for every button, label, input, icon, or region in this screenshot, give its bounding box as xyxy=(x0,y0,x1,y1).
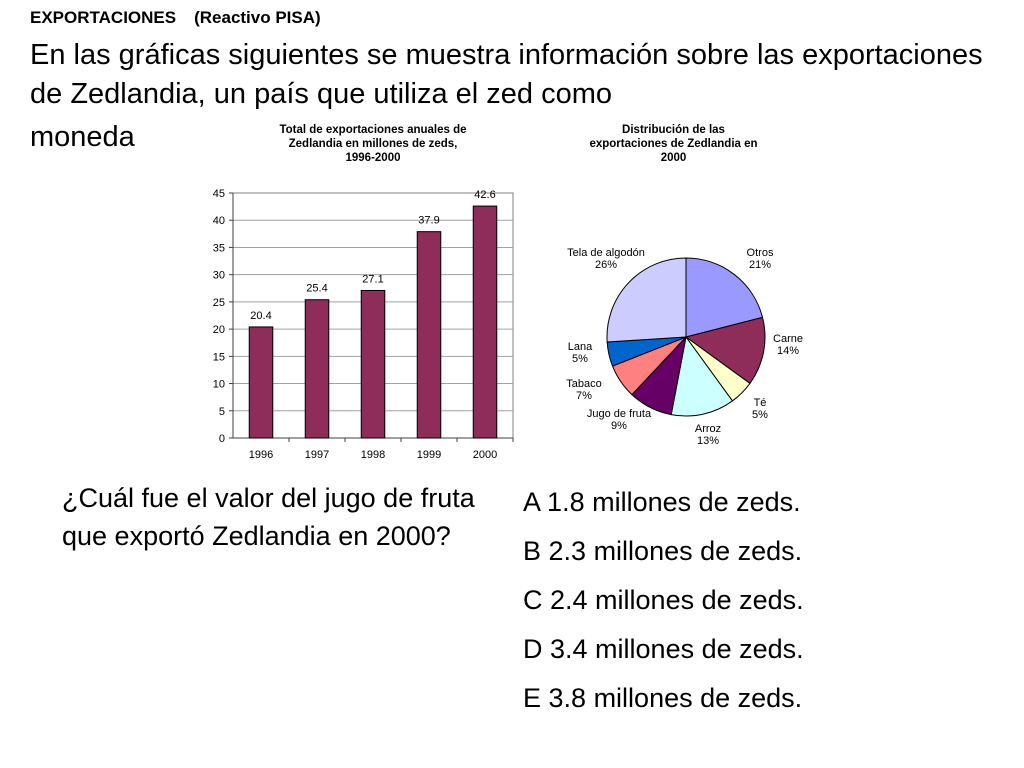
y-tick-label: 10 xyxy=(212,378,225,391)
pie-chart xyxy=(550,240,820,455)
y-tick-label: 15 xyxy=(212,351,225,364)
pie-slice-name: Tela de algodón xyxy=(567,247,645,259)
pie-slice-name: Arroz xyxy=(694,423,722,435)
bar-data-label: 37.9 xyxy=(418,214,440,227)
answer-options xyxy=(523,478,804,723)
bar-chart-title xyxy=(248,123,498,165)
intro-text: En las gráficas siguientes se muestra información sobre las exportaciones de Zedlandia, un país que utiliza el zed como xyxy=(30,39,983,110)
pie-slice-name: Otros xyxy=(746,247,774,259)
pie-slice-name: Té xyxy=(753,397,767,409)
x-tick-label: 1996 xyxy=(248,449,274,461)
header-subtitle: (Reactivo PISA) xyxy=(194,8,321,27)
bar-data-label: 27.1 xyxy=(362,273,384,286)
y-tick-label: 35 xyxy=(212,242,225,255)
y-tick-label: 30 xyxy=(212,269,225,282)
bar-data-label: 25.4 xyxy=(306,282,328,295)
y-tick-label: 20 xyxy=(212,324,225,337)
pie-slice-name: Lana xyxy=(567,341,593,353)
option-text: 1.8 millones de zeds. xyxy=(547,487,801,517)
bar xyxy=(305,300,329,438)
y-tick-label: 45 xyxy=(212,188,225,200)
pie-chart-title-line: 2000 xyxy=(660,152,687,164)
y-tick-label: 40 xyxy=(212,215,225,228)
bar xyxy=(249,327,273,438)
bar-chart xyxy=(195,175,525,470)
pie-slice-name: Tabaco xyxy=(566,378,602,390)
option-letter: E xyxy=(523,683,542,713)
option-letter: A xyxy=(523,487,540,517)
x-tick-label: 1997 xyxy=(304,449,330,461)
pie-slice-percent: 21% xyxy=(748,259,772,271)
option-letter: B xyxy=(523,536,542,566)
option-text: 2.3 millones de zeds. xyxy=(548,536,803,566)
bar xyxy=(473,206,497,438)
pie-slice-name: Jugo de fruta xyxy=(586,408,652,420)
pie-chart-title-line: Distribución de las xyxy=(622,124,725,136)
pie-slice-percent: 14% xyxy=(776,345,800,357)
x-tick-label: 1999 xyxy=(416,449,442,461)
option-e[interactable] xyxy=(523,674,804,723)
bar xyxy=(361,290,385,438)
y-tick-label: 25 xyxy=(212,296,225,309)
bar-data-label: 42.6 xyxy=(474,189,496,202)
x-tick-label: 1998 xyxy=(360,449,386,461)
pie-slice-name: Carne xyxy=(773,333,803,345)
option-c[interactable] xyxy=(523,576,804,625)
option-text: 3.4 millones de zeds. xyxy=(550,634,804,664)
header-title: EXPORTACIONES xyxy=(30,8,177,27)
x-tick-label: 2000 xyxy=(472,449,498,461)
option-d[interactable] xyxy=(523,625,804,674)
bar-chart-title-line: 1996-2000 xyxy=(345,152,401,164)
option-a[interactable] xyxy=(523,478,804,527)
bar-data-label: 20.4 xyxy=(250,309,272,322)
bar-chart-title-line: Total de exportaciones anuales de xyxy=(279,124,467,136)
option-letter: C xyxy=(523,585,543,615)
page-header xyxy=(30,8,321,28)
y-tick-label: 5 xyxy=(218,405,225,418)
pie-slice-percent: 5% xyxy=(752,409,768,421)
question-text: ¿Cuál fue el valor del jugo de fruta que exportó Zedlandia en 2000? xyxy=(62,483,475,551)
pie-slice-percent: 13% xyxy=(696,435,720,447)
option-b[interactable] xyxy=(523,527,804,576)
intro-last-word: moneda xyxy=(30,121,135,153)
option-text: 3.8 millones de zeds. xyxy=(548,683,803,713)
pie-slice-percent: 5% xyxy=(572,353,588,365)
bar xyxy=(417,232,441,438)
option-text: 2.4 millones de zeds. xyxy=(550,585,804,615)
pie-chart-title-line: exportaciones de Zedlandia en xyxy=(589,138,758,150)
bar-chart-title-line: Zedlandia en millones de zeds, xyxy=(288,138,458,150)
pie-slice-percent: 7% xyxy=(576,390,592,402)
option-letter: D xyxy=(523,634,543,664)
pie-slice xyxy=(607,258,686,342)
pie-slice-percent: 9% xyxy=(611,420,627,432)
y-tick-label: 0 xyxy=(218,433,225,445)
pie-slice-percent: 26% xyxy=(594,259,618,271)
pie-chart-title xyxy=(566,123,781,165)
